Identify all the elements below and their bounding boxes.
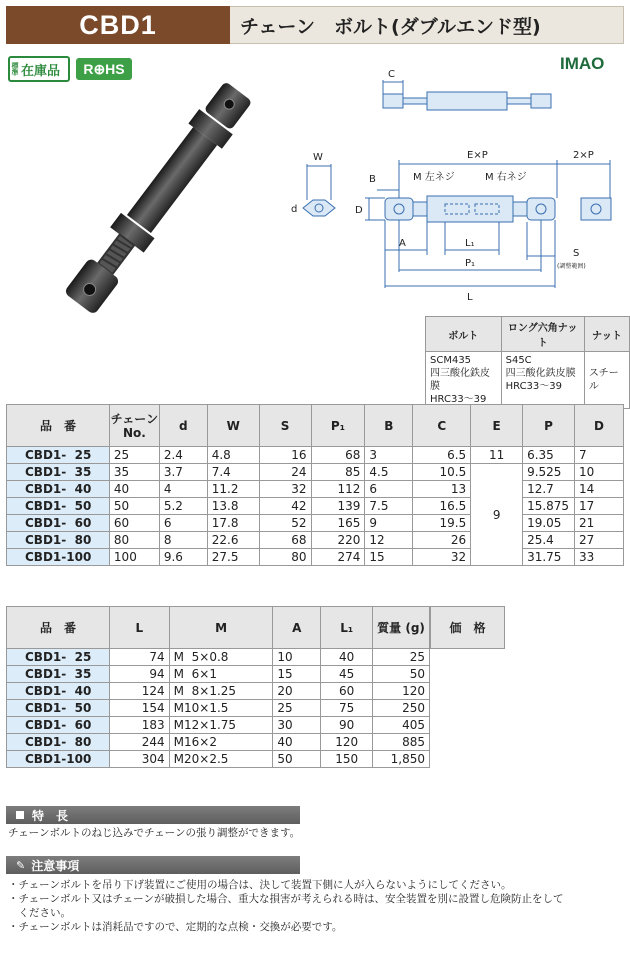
cell-m: M 6×1 [169,666,273,683]
product-photo [12,70,292,340]
part-number-cell: CBD1- 40 [7,683,110,700]
materials-table [425,316,630,409]
price-column [430,606,505,649]
cell-b: 4.5 [365,464,413,481]
cell-m: M12×1.75 [169,717,273,734]
t1-header: C [413,405,471,447]
cell-b: 12 [365,532,413,549]
cell-e-merged: 9 [471,464,523,566]
cell-c: 32 [413,549,471,566]
cell-p: 15.875 [523,498,575,515]
cell-w: 11.2 [207,481,259,498]
cell-d: 17 [575,498,624,515]
cell-w: 7.4 [207,464,259,481]
table-row [7,700,430,717]
table-row [7,464,624,481]
cell-mass: 120 [373,683,430,700]
table-row [7,751,430,768]
t1-header: B [365,405,413,447]
cell-d: 21 [575,515,624,532]
t1-header: P₁ [311,405,365,447]
mat-long-nut [501,352,584,409]
t2-header-price: 価 格 [431,607,505,649]
cell-d: 27 [575,532,624,549]
product-code: CBD1 [6,6,230,44]
cell-l1: 45 [321,666,373,683]
table-row [7,683,430,700]
cell-w: 22.6 [207,532,259,549]
cell-d: 8 [159,532,207,549]
t1-header: 品 番 [7,405,110,447]
cell-p1: 68 [311,447,365,464]
cell-a: 30 [273,717,321,734]
t1-header: E [471,405,523,447]
cell-p: 25.4 [523,532,575,549]
cell-c: 6.5 [413,447,471,464]
stock-badge-label: 在庫品 [21,63,61,79]
pencil-icon: ✎ [16,858,26,872]
part-number-cell: CBD1-100 [7,751,110,768]
cell-c: 10.5 [413,464,471,481]
features-title: 特 長 [32,808,69,823]
cell-a: 15 [273,666,321,683]
table-row [7,717,430,734]
cell-b: 15 [365,549,413,566]
cell-w: 27.5 [207,549,259,566]
mat-bolt [426,352,502,409]
cell-d: 10 [575,464,624,481]
cell-mass: 250 [373,700,430,717]
cell-mass: 405 [373,717,430,734]
mat-bolt-finish: 四三酸化鉄皮膜 [430,368,490,392]
cell-c: 16.5 [413,498,471,515]
cell-chain: 100 [109,549,159,566]
dim-2p: 2×P [573,150,594,161]
technical-drawing [285,60,625,310]
cell-s: 80 [259,549,311,566]
header [6,6,624,44]
cell-d: 33 [575,549,624,566]
cell-l: 244 [109,734,169,751]
dim-d-small: d [291,204,298,215]
t1-header: d [159,405,207,447]
cell-mass: 25 [373,649,430,666]
part-number-cell: CBD1- 60 [7,717,110,734]
spec-table-dimensions [6,404,624,566]
dim-w: W [313,152,323,163]
caution-item: ・チェーンボルトを吊り下げ装置にご使用の場合は、決して装置下側に人が入らないようにしてください。 [8,879,512,891]
t2-header: L₁ [321,607,373,649]
table-row [7,447,624,464]
cell-w: 13.8 [207,498,259,515]
cell-p: 9.525 [523,464,575,481]
features-text: チェーンボルトのねじ込みでチェーンの張り調整ができます。 [8,827,301,839]
cell-chain: 80 [109,532,159,549]
cell-a: 25 [273,700,321,717]
rohs-badge: R⊕HS [76,58,132,80]
table-row [7,666,430,683]
cell-p1: 165 [311,515,365,532]
t2-header: 質量 (g) [373,607,430,649]
cell-s: 42 [259,498,311,515]
cell-p1: 112 [311,481,365,498]
cell-d: 6 [159,515,207,532]
part-number-cell: CBD1- 50 [7,498,110,515]
mat-nut: スチール [584,352,629,409]
cell-l: 74 [109,649,169,666]
caution-item: ・チェーンボルト又はチェーンが破損した場合、重大な損害が考えられる時は、安全装置を別に設置し危険防止をして [8,893,564,905]
cell-s: 16 [259,447,311,464]
cell-chain: 40 [109,481,159,498]
mat-long-nut-hardness: HRC33～39 [505,381,563,392]
cell-d: 3.7 [159,464,207,481]
cell-d: 2.4 [159,447,207,464]
table-row [7,734,430,751]
cell-c: 13 [413,481,471,498]
mat-bolt-material: SCM435 [430,355,472,366]
cautions-header [6,856,300,874]
cell-p: 6.35 [523,447,575,464]
cell-m: M 5×0.8 [169,649,273,666]
table-row [7,649,430,666]
dim-s: S [573,248,580,259]
cell-chain: 25 [109,447,159,464]
cell-l1: 150 [321,751,373,768]
caution-item: ください。 [8,907,71,919]
table-row [7,481,624,498]
cell-l: 154 [109,700,169,717]
part-number-cell: CBD1- 50 [7,700,110,717]
cell-b: 7.5 [365,498,413,515]
cell-p1: 274 [311,549,365,566]
cell-c: 26 [413,532,471,549]
cell-l1: 60 [321,683,373,700]
cautions-title: 注意事項 [31,858,80,873]
cell-w: 17.8 [207,515,259,532]
cell-a: 20 [273,683,321,700]
cell-p: 12.7 [523,481,575,498]
dim-s-note: (調整範囲) [557,263,586,270]
dim-c: C [388,69,395,80]
cell-d: 7 [575,447,624,464]
t1-header: S [259,405,311,447]
mat-long-nut-material: S45C [505,355,532,366]
cell-d: 5.2 [159,498,207,515]
cell-l: 94 [109,666,169,683]
t1-header: D [575,405,624,447]
cell-e: 11 [471,447,523,464]
cell-p1: 220 [311,532,365,549]
cell-m: M10×1.5 [169,700,273,717]
dim-l: L [467,292,473,303]
table-row [7,515,624,532]
cell-b: 9 [365,515,413,532]
t1-header: P [523,405,575,447]
t2-header: 品 番 [7,607,110,649]
cell-mass: 1,850 [373,751,430,768]
cell-mass: 50 [373,666,430,683]
cell-l1: 75 [321,700,373,717]
cell-s: 32 [259,481,311,498]
cell-l: 124 [109,683,169,700]
dim-d-big: D [355,205,363,216]
cell-p1: 139 [311,498,365,515]
cell-l1: 40 [321,649,373,666]
t1-header: チェーン No. [109,405,159,447]
features-header [6,806,300,824]
part-number-cell: CBD1- 60 [7,515,110,532]
part-number-cell: CBD1- 25 [7,447,110,464]
mat-long-nut-finish: 四三酸化鉄皮膜 [505,368,576,379]
caution-item: ・チェーンボルトは消耗品ですので、定期的な点検・交換が必要です。 [8,921,343,933]
cell-w: 4.8 [207,447,259,464]
cell-b: 6 [365,481,413,498]
dim-b: B [369,174,376,185]
cell-m: M 8×1.25 [169,683,273,700]
stock-badge-small: 標準 [11,62,19,76]
t2-header: A [273,607,321,649]
cell-s: 68 [259,532,311,549]
mat-bolt-hardness: HRC33～39 [430,394,487,405]
spec-table-thread [6,606,430,768]
cell-l: 183 [109,717,169,734]
table-row [7,498,624,515]
table-row [7,549,624,566]
part-number-cell: CBD1- 25 [7,649,110,666]
cell-m: M20×2.5 [169,751,273,768]
product-title: チェーン ボルト(ダブルエンド型) [230,6,624,44]
cell-chain: 35 [109,464,159,481]
cell-d: 9.6 [159,549,207,566]
cell-s: 24 [259,464,311,481]
dim-p1: P₁ [465,258,476,269]
dim-m-right: M 右ネジ [485,172,527,183]
brand-logo: IMAO [560,54,605,73]
cell-mass: 885 [373,734,430,751]
mat-header-long-nut: ロング六角ナット [501,317,584,352]
mat-header-bolt: ボルト [426,317,502,352]
cell-c: 19.5 [413,515,471,532]
dim-exp: E×P [467,150,488,161]
part-number-cell: CBD1- 35 [7,666,110,683]
cell-a: 50 [273,751,321,768]
cell-a: 10 [273,649,321,666]
cell-chain: 60 [109,515,159,532]
dim-l1: L₁ [465,238,475,249]
dim-m-left: M 左ネジ [413,172,455,183]
cell-p: 19.05 [523,515,575,532]
mat-header-nut: ナット [584,317,629,352]
part-number-cell: CBD1- 80 [7,532,110,549]
part-number-cell: CBD1- 80 [7,734,110,751]
cell-s: 52 [259,515,311,532]
cell-p1: 85 [311,464,365,481]
cell-m: M16×2 [169,734,273,751]
cell-d: 14 [575,481,624,498]
section-square-icon [16,811,24,819]
t2-header: L [109,607,169,649]
t2-header: M [169,607,273,649]
part-number-cell: CBD1-100 [7,549,110,566]
cell-d: 4 [159,481,207,498]
part-number-cell: CBD1- 35 [7,464,110,481]
cell-l1: 90 [321,717,373,734]
cell-chain: 50 [109,498,159,515]
cell-l: 304 [109,751,169,768]
cell-a: 40 [273,734,321,751]
cell-b: 3 [365,447,413,464]
table-row [7,532,624,549]
part-number-cell: CBD1- 40 [7,481,110,498]
t1-header: W [207,405,259,447]
cell-l1: 120 [321,734,373,751]
cautions-list [8,878,618,934]
cell-p: 31.75 [523,549,575,566]
dim-a: A [399,238,406,249]
